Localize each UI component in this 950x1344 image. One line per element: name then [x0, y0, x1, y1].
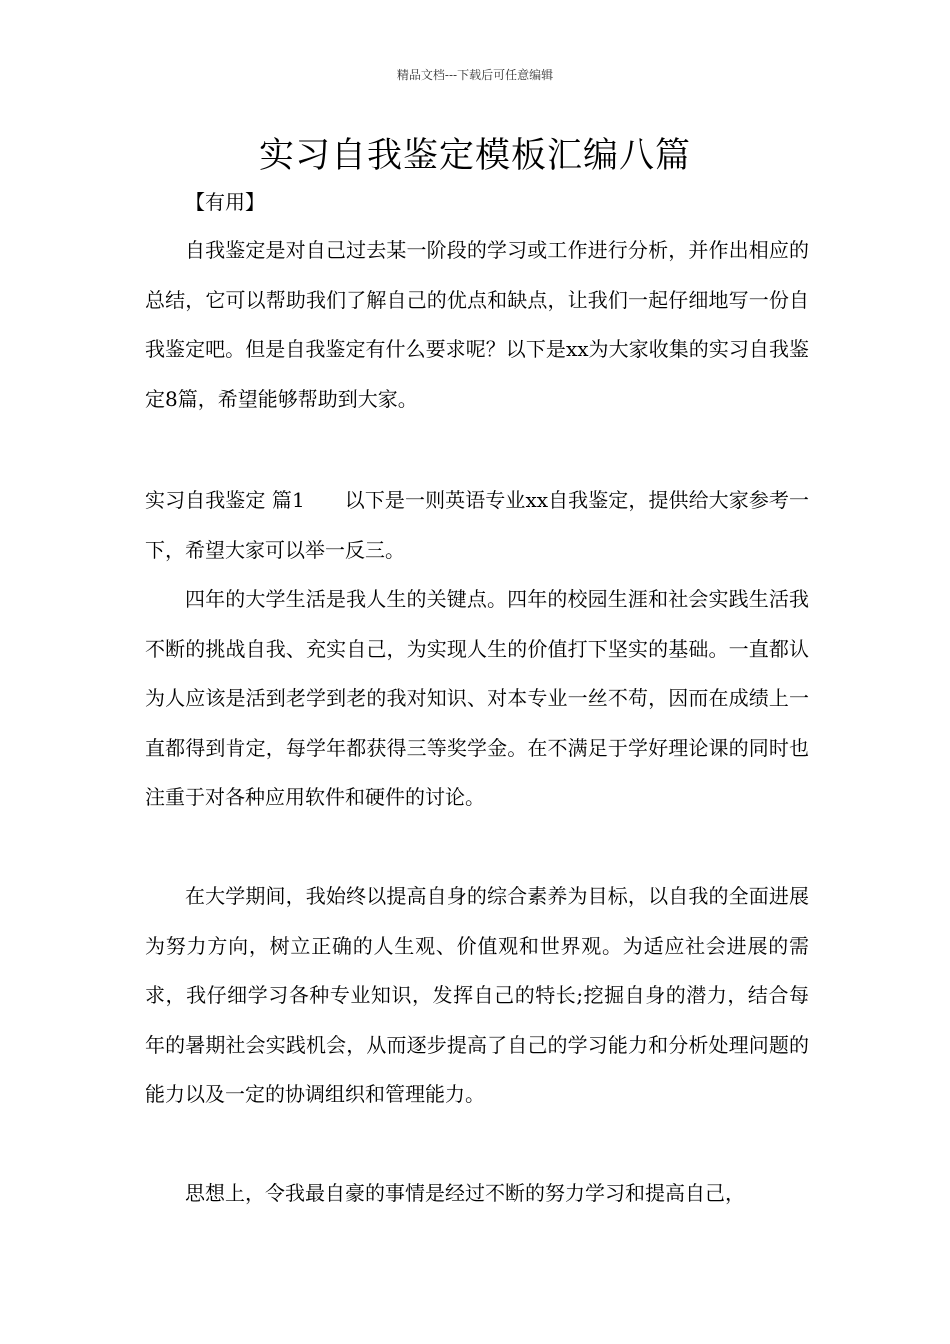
paragraph-block-2: [145, 872, 809, 1120]
section-1-lead-text: 以下是一则英语专业xx自我鉴定，提供给大家参考一下，希望大家可以举一反三。: [145, 488, 809, 562]
section-1-lead-paragraph: [145, 476, 809, 575]
paragraph-block-3: [145, 1169, 835, 1219]
usefulness-tag: 【有用】: [185, 190, 265, 214]
document-title: 实习自我鉴定模板汇编八篇: [258, 136, 691, 176]
header-note: 精品文档---下载后可任意编辑: [396, 68, 554, 82]
section-1-block: [145, 476, 809, 575]
body-paragraph: 思想上，令我最自豪的事情是经过不断的努力学习和提高自己，: [185, 1181, 745, 1205]
intro-block: [145, 226, 809, 424]
section-1-heading: 实习自我鉴定 篇1: [145, 488, 305, 512]
paragraph-block-1: [145, 575, 809, 823]
intro-paragraph: 自我鉴定是对自己过去某一阶段的学习或工作进行分析，并作出相应的总结，它可以帮助我们了解自己的优点和缺点，让我们一起仔细地写一份自我鉴定吧。但是自我鉴定有什么要求呢？以下是xx为大家收集的实习自我鉴定8篇，希望能够帮助到大家。: [145, 238, 809, 411]
body-paragraph: 在大学期间，我始终以提高自身的综合素养为目标，以自我的全面进展为努力方向，树立正确的人生观、价值观和世界观。为适应社会进展的需求，我仔细学习各种专业知识，发挥自己的特长;挖掘自身的潜力，结合每年的暑期社会实践机会，从而逐步提高了自己的学习能力和分析处理问题的能力以及一定的协调组织和管理能力。: [145, 884, 809, 1106]
body-paragraph: 四年的大学生活是我人生的关键点。四年的校园生涯和社会实践生活我不断的挑战自我、充实自己，为实现人生的价值打下坚实的基础。一直都认为人应该是活到老学到老的我对知识、对本专业一丝不苟，因而在成绩上一直都得到肯定，每学年都获得三等奖学金。在不满足于学好理论课的同时也注重于对各种应用软件和硬件的讨论。: [145, 587, 809, 809]
